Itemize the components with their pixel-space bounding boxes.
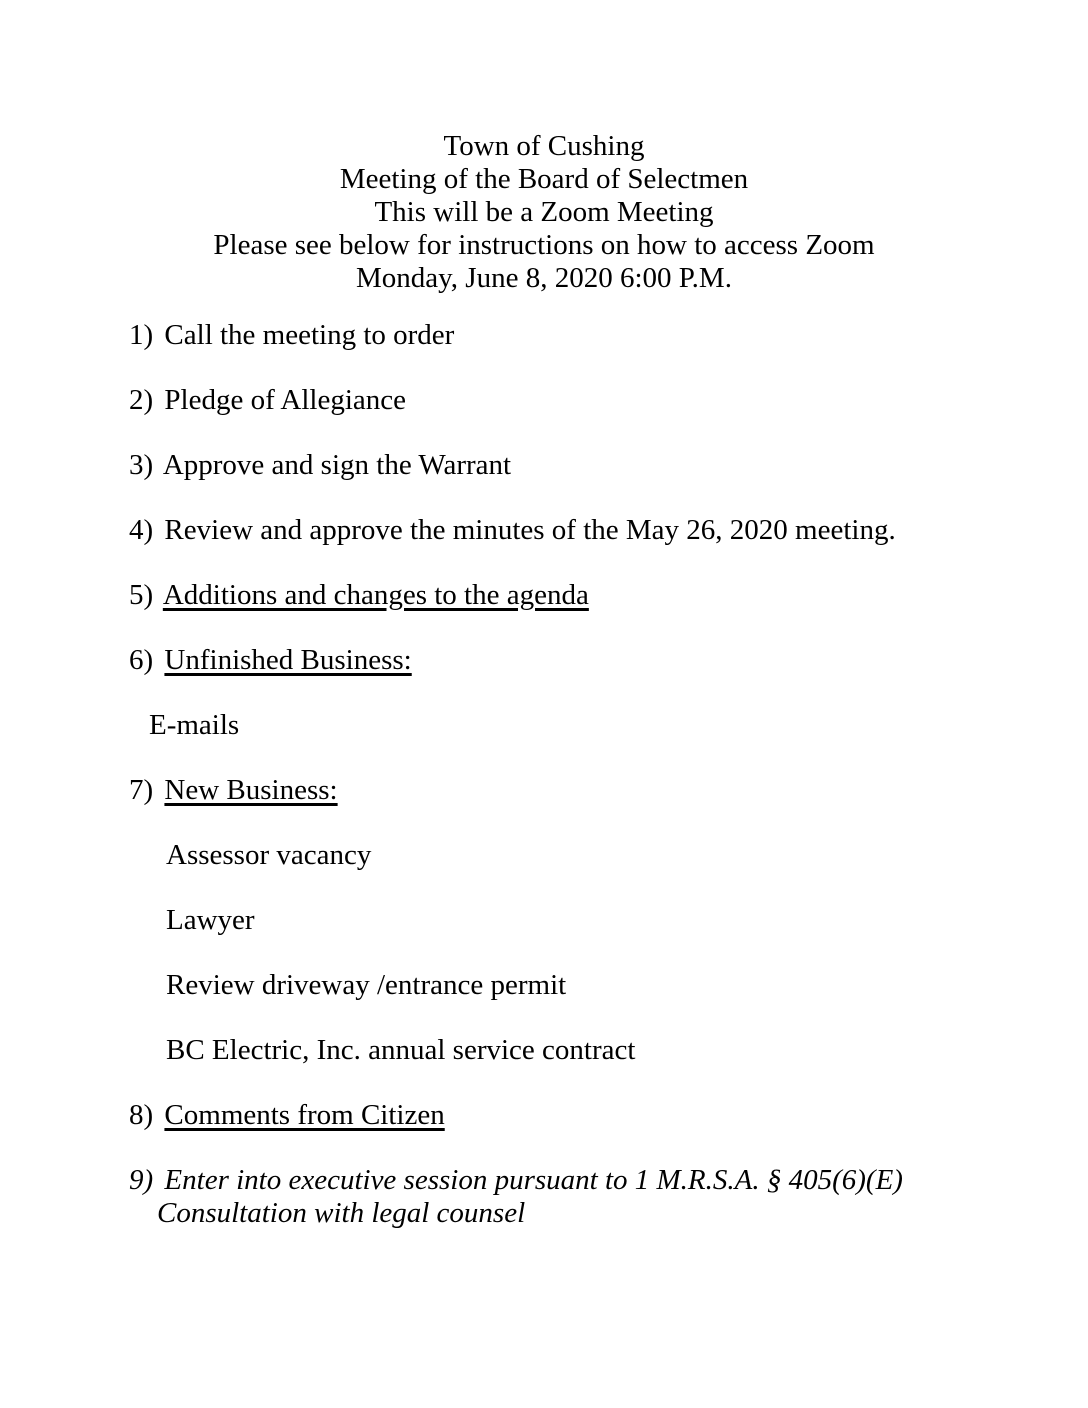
item-text: Review driveway /entrance permit	[166, 969, 567, 1001]
item-number: 9)	[129, 1164, 154, 1196]
item-number: 1)	[129, 319, 154, 351]
item-text: Pledge of Allegiance	[164, 384, 407, 416]
agenda-subitem-emails	[129, 709, 1028, 742]
item-text: Review and approve the minutes of the May 26, 2020 meeting.	[164, 514, 896, 546]
item-text-underlined: Unfinished Business:	[164, 644, 412, 676]
agenda-item-9-executive-session	[129, 1164, 1028, 1230]
doc-meeting-datetime: Monday, June 8, 2020 6:00 P.M.	[356, 262, 732, 294]
document-header	[0, 0, 1088, 295]
item-text: BC Electric, Inc. annual service contract	[166, 1034, 636, 1066]
agenda-item-6-unfinished-business	[129, 644, 1028, 677]
agenda-item-7-new-business	[129, 774, 1028, 807]
item-text: Approve and sign the Warrant	[162, 449, 512, 481]
item-text: Call the meeting to order	[164, 319, 455, 351]
doc-zoom-instructions-note: Please see below for instructions on how to access Zoom	[213, 229, 875, 261]
item-text-underlined: Comments from Citizen	[164, 1099, 445, 1131]
agenda-item-4	[129, 514, 1028, 547]
item-line-1	[129, 1164, 1028, 1197]
item-number: 5)	[129, 579, 154, 611]
item-number: 7)	[129, 774, 154, 806]
agenda-list	[129, 319, 1028, 1230]
doc-title: Town of Cushing	[443, 130, 645, 162]
agenda-item-1	[129, 319, 1028, 352]
item-text-underlined: New Business:	[164, 774, 338, 806]
item-text: Enter into executive session pursuant to 1 M.R.S.A. § 405(6)(E)	[164, 1164, 903, 1196]
item-number: 2)	[129, 384, 154, 416]
doc-zoom-meeting-note: This will be a Zoom Meeting	[374, 196, 714, 228]
agenda-item-3	[129, 449, 1028, 482]
item-number: 4)	[129, 514, 154, 546]
item-text-underlined: Additions and changes to the agenda	[162, 579, 589, 611]
item-text: E-mails	[149, 709, 240, 741]
agenda-item-8-comments	[129, 1099, 1028, 1132]
doc-subtitle-board: Meeting of the Board of Selectmen	[339, 163, 749, 195]
item-line-2: Consultation with legal counsel	[157, 1197, 526, 1229]
agenda-subitem-driveway-permit	[129, 969, 1028, 1002]
agenda-subitem-bc-electric-contract	[129, 1034, 1028, 1067]
item-number: 8)	[129, 1099, 154, 1131]
agenda-item-2	[129, 384, 1028, 417]
item-text: Assessor vacancy	[166, 839, 372, 871]
item-number: 3)	[129, 449, 154, 481]
item-number: 6)	[129, 644, 154, 676]
agenda-subitem-lawyer	[129, 904, 1028, 937]
agenda-subitem-assessor-vacancy	[129, 839, 1028, 872]
item-text: Lawyer	[166, 904, 255, 936]
agenda-item-5	[129, 579, 1028, 612]
